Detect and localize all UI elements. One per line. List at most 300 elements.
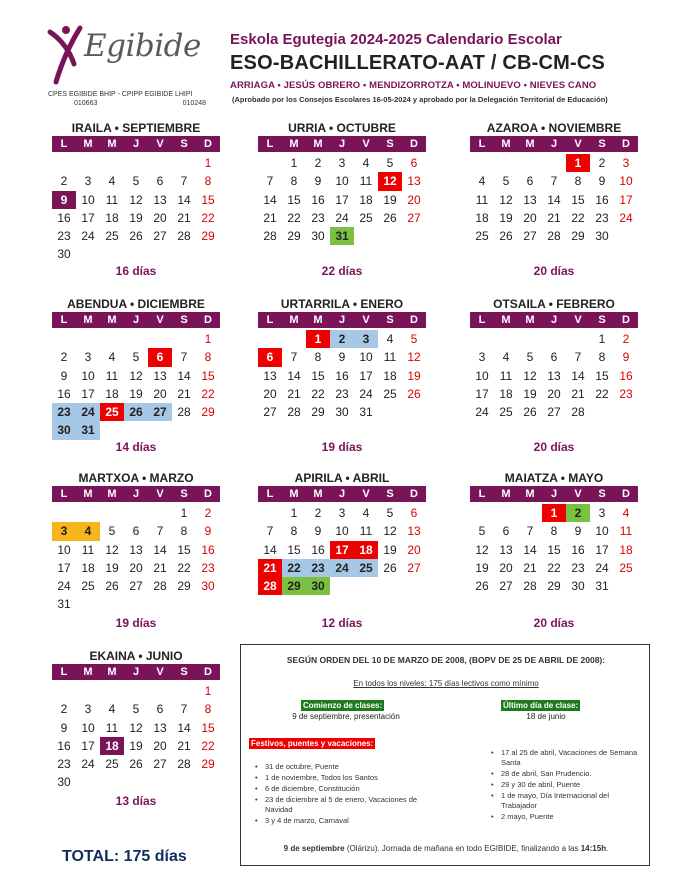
day-cell: 3 (84, 702, 92, 717)
day-cell: 19 (129, 210, 143, 225)
info-box (240, 644, 650, 866)
day-cell: 30 (52, 421, 76, 439)
days-grid (258, 504, 426, 595)
empty-cell (76, 504, 100, 522)
day-cell: 8 (180, 524, 188, 539)
day-cell: 26 (129, 229, 143, 244)
day-cell: 24 (359, 386, 373, 401)
day-cell: 30 (57, 247, 71, 262)
weekday-label: V (156, 488, 164, 500)
day-cell: 12 (383, 524, 397, 539)
weekday-label: M (501, 138, 511, 150)
day-cell: 18 (383, 368, 397, 383)
day-cell: 4 (478, 174, 486, 189)
month-title: MAIATZA • MAYO (504, 471, 604, 485)
weekday-label: J (338, 488, 346, 500)
day-cell: 8 (290, 524, 298, 539)
center-code-right: 010248 (182, 100, 206, 107)
day-cell: 21 (547, 210, 561, 225)
weekday-label: V (574, 488, 582, 500)
month-school-days: 19 días (321, 440, 363, 454)
day-cell: 27 (153, 229, 167, 244)
day-cell: 26 (105, 579, 119, 594)
empty-cell (258, 154, 282, 172)
day-cell: 18 (499, 386, 513, 401)
weekday-label: M (313, 138, 323, 150)
day-cell: 31 (76, 421, 100, 439)
holiday-item: • 2 mayo, Puente (491, 812, 641, 822)
day-cell: 9 (622, 350, 630, 365)
day-cell: 3 (84, 350, 92, 365)
weekday-label: M (83, 138, 93, 150)
day-cell: 18 (475, 210, 489, 225)
day-cell: 27 (407, 210, 421, 225)
empty-cell (172, 154, 196, 172)
weekday-label: V (574, 314, 582, 326)
empty-cell (76, 682, 100, 700)
day-cell: 23 (57, 757, 71, 772)
end-label: Último día de clase: (503, 701, 579, 710)
day-cell: 12 (499, 192, 513, 207)
empty-cell (100, 682, 124, 700)
day-cell: 27 (148, 403, 172, 421)
month-school-days: 20 días (533, 616, 575, 630)
day-cell: 17 (330, 541, 354, 559)
day-cell: 23 (201, 560, 215, 575)
day-cell: 27 (499, 579, 513, 594)
day-cell: 28 (258, 577, 282, 595)
day-cell: 1 (204, 332, 212, 346)
day-cell: 22 (201, 386, 215, 401)
days-grid (258, 330, 426, 421)
day-cell: 15 (201, 368, 215, 383)
weekday-label: S (180, 488, 188, 500)
month-title: URTARRILA • ENERO (280, 297, 404, 311)
holiday-item: • 28 de abril, San Prudencio. (491, 769, 641, 779)
day-cell: 3 (338, 506, 346, 520)
empty-cell (494, 154, 518, 172)
empty-cell (124, 682, 148, 700)
day-cell: 14 (263, 542, 277, 557)
weekday-label: V (362, 314, 370, 326)
day-cell: 7 (526, 524, 534, 539)
day-cell: 10 (335, 524, 349, 539)
month-title: MARTXOA • MARZO (78, 471, 194, 485)
day-cell: 13 (153, 192, 167, 207)
weekday-label: D (410, 488, 418, 500)
day-cell: 7 (180, 350, 188, 365)
empty-cell (258, 330, 282, 348)
day-cell: 31 (595, 579, 609, 594)
weekday-label: D (622, 314, 630, 326)
day-cell: 31 (330, 227, 354, 245)
day-cell: 9 (60, 368, 68, 383)
weekday-label: M (525, 138, 535, 150)
weekday-header (258, 312, 426, 328)
month-school-days: 19 días (115, 616, 157, 630)
day-cell: 25 (81, 579, 95, 594)
total-days: TOTAL: 175 días (62, 848, 187, 865)
day-cell: 5 (526, 350, 534, 365)
day-cell: 20 (499, 560, 513, 575)
day-cell: 20 (129, 560, 143, 575)
day-cell: 20 (523, 210, 537, 225)
day-cell: 4 (108, 350, 116, 365)
day-cell: 26 (523, 405, 537, 420)
day-cell: 14 (523, 542, 537, 557)
day-cell: 30 (571, 579, 585, 594)
empty-cell (148, 682, 172, 700)
day-cell: 9 (574, 524, 582, 539)
day-cell: 25 (105, 757, 119, 772)
weekday-label: S (180, 666, 188, 678)
day-cell: 30 (201, 579, 215, 594)
empty-cell (172, 682, 196, 700)
day-cell: 18 (354, 541, 378, 559)
day-cell: 11 (105, 720, 119, 735)
day-cell: 20 (263, 386, 277, 401)
weekday-label: S (598, 138, 606, 150)
day-cell: 23 (311, 210, 325, 225)
days-grid (52, 330, 220, 440)
month-title: URRIA • OCTUBRE (288, 121, 396, 135)
weekday-label: V (156, 314, 164, 326)
weekday-label: D (622, 488, 630, 500)
info-title: SEGÚN ORDEN DEL 10 DE MARZO DE 2008, (BOPV DE 25 DE ABRIL DE 2008): (286, 655, 606, 665)
day-cell: 5 (478, 524, 486, 539)
day-cell: 12 (129, 192, 143, 207)
day-cell: 5 (108, 524, 116, 539)
day-cell: 17 (57, 560, 71, 575)
empty-cell (52, 504, 76, 522)
day-cell: 26 (499, 229, 513, 244)
day-cell: 15 (571, 192, 585, 207)
day-cell: 27 (523, 229, 537, 244)
weekday-label: J (132, 666, 140, 678)
empty-cell (542, 330, 566, 348)
day-cell: 25 (354, 559, 378, 577)
day-cell: 12 (523, 368, 537, 383)
month-calendar (258, 120, 426, 245)
day-cell: 21 (258, 559, 282, 577)
weekday-label: M (501, 314, 511, 326)
day-cell: 21 (177, 738, 191, 753)
holiday-item: • 1 de noviembre, Todos los Santos (255, 773, 445, 783)
day-cell: 14 (287, 368, 301, 383)
day-cell: 4 (108, 174, 116, 189)
day-cell: 20 (153, 738, 167, 753)
empty-cell (282, 330, 306, 348)
day-cell: 22 (201, 738, 215, 753)
day-cell: 1 (598, 332, 606, 346)
weekday-label: M (107, 138, 117, 150)
day-cell: 12 (105, 542, 119, 557)
day-cell: 15 (177, 542, 191, 557)
weekday-header (258, 486, 426, 502)
day-cell: 26 (383, 560, 397, 575)
footer-time: 14:15h (580, 844, 607, 853)
day-cell: 6 (526, 174, 534, 189)
day-cell: 6 (148, 348, 172, 366)
day-cell: 28 (547, 229, 561, 244)
day-cell: 11 (359, 524, 373, 539)
weekday-label: M (289, 314, 299, 326)
day-cell: 12 (407, 350, 421, 365)
weekday-label: M (107, 488, 117, 500)
day-cell: 11 (499, 368, 513, 383)
day-cell: 8 (204, 702, 212, 717)
day-cell: 6 (550, 350, 558, 365)
month-school-days: 16 días (115, 264, 157, 278)
day-cell: 5 (502, 174, 510, 189)
day-cell: 14 (177, 192, 191, 207)
day-cell: 21 (263, 210, 277, 225)
empty-cell (76, 154, 100, 172)
day-cell: 28 (263, 229, 277, 244)
day-cell: 1 (180, 506, 188, 520)
day-cell: 4 (76, 522, 100, 540)
day-cell: 6 (258, 348, 282, 366)
day-cell: 28 (571, 405, 585, 420)
day-cell: 10 (359, 350, 373, 365)
day-cell: 21 (523, 560, 537, 575)
weekday-label: V (156, 666, 164, 678)
logo-subtitle (48, 90, 228, 108)
day-cell: 15 (287, 542, 301, 557)
day-cell: 20 (153, 386, 167, 401)
schools-list: ARRIAGA • JESÚS OBRERO • MENDIZORROTZA • MOLINUEVO • NIEVES CANO (230, 80, 597, 91)
day-cell: 12 (129, 368, 143, 383)
weekday-label: J (338, 314, 346, 326)
info-footer (241, 844, 651, 853)
day-cell: 26 (475, 579, 489, 594)
empty-cell (518, 154, 542, 172)
empty-cell (52, 154, 76, 172)
day-cell: 26 (407, 386, 421, 401)
holidays-list-right (491, 748, 641, 823)
month-title: EKAINA • JUNIO (89, 649, 183, 663)
weekday-label: D (410, 314, 418, 326)
day-cell: 3 (338, 156, 346, 170)
day-cell: 22 (311, 386, 325, 401)
day-cell: 4 (108, 702, 116, 717)
day-cell: 19 (475, 560, 489, 575)
day-cell: 23 (306, 559, 330, 577)
weekday-label: M (525, 488, 535, 500)
day-cell: 9 (60, 720, 68, 735)
weekday-label: V (362, 488, 370, 500)
day-cell: 24 (57, 579, 71, 594)
weekday-header (52, 486, 220, 502)
empty-cell (148, 330, 172, 348)
empty-cell (518, 330, 542, 348)
day-cell: 21 (177, 386, 191, 401)
day-cell: 30 (595, 229, 609, 244)
day-cell: 3 (52, 522, 76, 540)
days-grid (470, 504, 638, 595)
day-cell: 18 (359, 192, 373, 207)
weekday-label: M (83, 488, 93, 500)
weekday-label: D (622, 138, 630, 150)
day-cell: 16 (571, 542, 585, 557)
weekday-header (52, 312, 220, 328)
day-cell: 6 (502, 524, 510, 539)
day-cell: 23 (57, 229, 71, 244)
month-title: OTSAILA • FEBRERO (493, 297, 615, 311)
days-grid (258, 154, 426, 245)
day-cell: 2 (330, 330, 354, 348)
day-cell: 20 (153, 210, 167, 225)
day-cell: 7 (180, 174, 188, 189)
weekday-label: J (132, 138, 140, 150)
day-cell: 22 (595, 386, 609, 401)
empty-cell (172, 330, 196, 348)
day-cell: 14 (547, 192, 561, 207)
day-cell: 16 (57, 386, 71, 401)
day-cell: 25 (619, 560, 633, 575)
weekday-label: D (204, 314, 212, 326)
day-cell: 28 (287, 405, 301, 420)
day-cell: 16 (311, 542, 325, 557)
day-cell: 10 (475, 368, 489, 383)
day-cell: 1 (306, 330, 330, 348)
holiday-item: • 17 al 25 de abril, Vacaciones de Semana Santa (491, 748, 641, 768)
day-cell: 23 (335, 386, 349, 401)
day-cell: 29 (287, 229, 301, 244)
day-cell: 23 (571, 560, 585, 575)
holiday-item: • 3 y 4 de marzo, Carnaval (255, 816, 445, 826)
day-cell: 26 (124, 403, 148, 421)
weekday-label: V (574, 138, 582, 150)
day-cell: 27 (407, 560, 421, 575)
day-cell: 7 (266, 174, 274, 189)
day-cell: 22 (287, 210, 301, 225)
empty-cell (124, 154, 148, 172)
day-cell: 16 (311, 192, 325, 207)
day-cell: 30 (57, 775, 71, 790)
page-subtitle: ESO-BACHILLERATO-AAT / CB-CM-CS (230, 52, 606, 74)
empty-cell (494, 330, 518, 348)
day-cell: 11 (475, 192, 489, 207)
day-cell: 22 (571, 210, 585, 225)
holidays-list-left (255, 762, 445, 827)
approval-note: (Aprobado por los Consejos Escolares 16-05-2024 y aprobado por la Delegación Territorial de Educación) (232, 95, 608, 104)
day-cell: 18 (100, 737, 124, 755)
day-cell: 24 (475, 405, 489, 420)
day-cell: 10 (595, 524, 609, 539)
holiday-item: • 23 de diciembre al 5 de enero, Vacaciones de Navidad (255, 795, 445, 815)
day-cell: 19 (383, 192, 397, 207)
day-cell: 31 (57, 597, 71, 612)
day-cell: 3 (598, 506, 606, 520)
day-cell: 12 (129, 720, 143, 735)
weekday-label: M (525, 314, 535, 326)
weekday-label: L (266, 314, 274, 326)
day-cell: 24 (330, 559, 354, 577)
day-cell: 15 (311, 368, 325, 383)
info-subtitle: En todos los niveles: 175 días lectivos como mínimo (353, 679, 539, 688)
start-value: 9 de septiembre, presentación (292, 712, 400, 721)
weekday-label: L (478, 488, 486, 500)
empty-cell (470, 330, 494, 348)
empty-cell (566, 330, 590, 348)
day-cell: 10 (335, 174, 349, 189)
day-cell: 25 (475, 229, 489, 244)
month-calendar (470, 296, 638, 421)
day-cell: 10 (619, 174, 633, 189)
day-cell: 30 (335, 405, 349, 420)
weekday-label: M (83, 314, 93, 326)
day-cell: 14 (263, 192, 277, 207)
empty-cell (100, 154, 124, 172)
day-cell: 10 (57, 542, 71, 557)
day-cell: 2 (622, 332, 630, 346)
day-cell: 17 (81, 210, 95, 225)
month-school-days: 12 días (321, 616, 363, 630)
weekday-label: J (132, 314, 140, 326)
day-cell: 28 (177, 229, 191, 244)
empty-cell (148, 154, 172, 172)
empty-cell (470, 154, 494, 172)
month-school-days: 20 días (533, 440, 575, 454)
day-cell: 5 (410, 332, 418, 346)
weekday-label: M (289, 488, 299, 500)
empty-cell (470, 504, 494, 522)
day-cell: 19 (499, 210, 513, 225)
weekday-label: M (313, 314, 323, 326)
day-cell: 4 (362, 156, 370, 170)
day-cell: 14 (177, 720, 191, 735)
day-cell: 13 (153, 368, 167, 383)
day-cell: 15 (595, 368, 609, 383)
day-cell: 11 (81, 542, 95, 557)
day-cell: 12 (378, 172, 402, 190)
day-cell: 23 (595, 210, 609, 225)
weekday-label: M (289, 138, 299, 150)
day-cell: 29 (201, 229, 215, 244)
day-cell: 18 (105, 386, 119, 401)
holiday-item: • 31 de octubre, Puente (255, 762, 445, 772)
day-cell: 16 (57, 738, 71, 753)
day-cell: 11 (359, 174, 373, 189)
weekday-label: S (180, 138, 188, 150)
day-cell: 8 (204, 174, 212, 189)
day-cell: 30 (306, 577, 330, 595)
day-cell: 29 (571, 229, 585, 244)
day-cell: 25 (499, 405, 513, 420)
day-cell: 2 (60, 174, 68, 189)
day-cell: 17 (619, 192, 633, 207)
day-cell: 19 (523, 386, 537, 401)
day-cell: 7 (156, 524, 164, 539)
day-cell: 9 (52, 191, 76, 209)
day-cell: 1 (566, 154, 590, 172)
weekday-label: D (204, 666, 212, 678)
day-cell: 3 (478, 350, 486, 365)
empty-cell (100, 330, 124, 348)
day-cell: 29 (311, 405, 325, 420)
weekday-label: M (107, 314, 117, 326)
day-cell: 14 (177, 368, 191, 383)
day-cell: 5 (132, 350, 140, 365)
weekday-header (52, 664, 220, 680)
day-cell: 22 (201, 210, 215, 225)
day-cell: 28 (523, 579, 537, 594)
day-cell: 19 (407, 368, 421, 383)
day-cell: 29 (201, 405, 215, 420)
start-label: Comienzo de clases: (303, 701, 383, 710)
day-cell: 13 (547, 368, 561, 383)
